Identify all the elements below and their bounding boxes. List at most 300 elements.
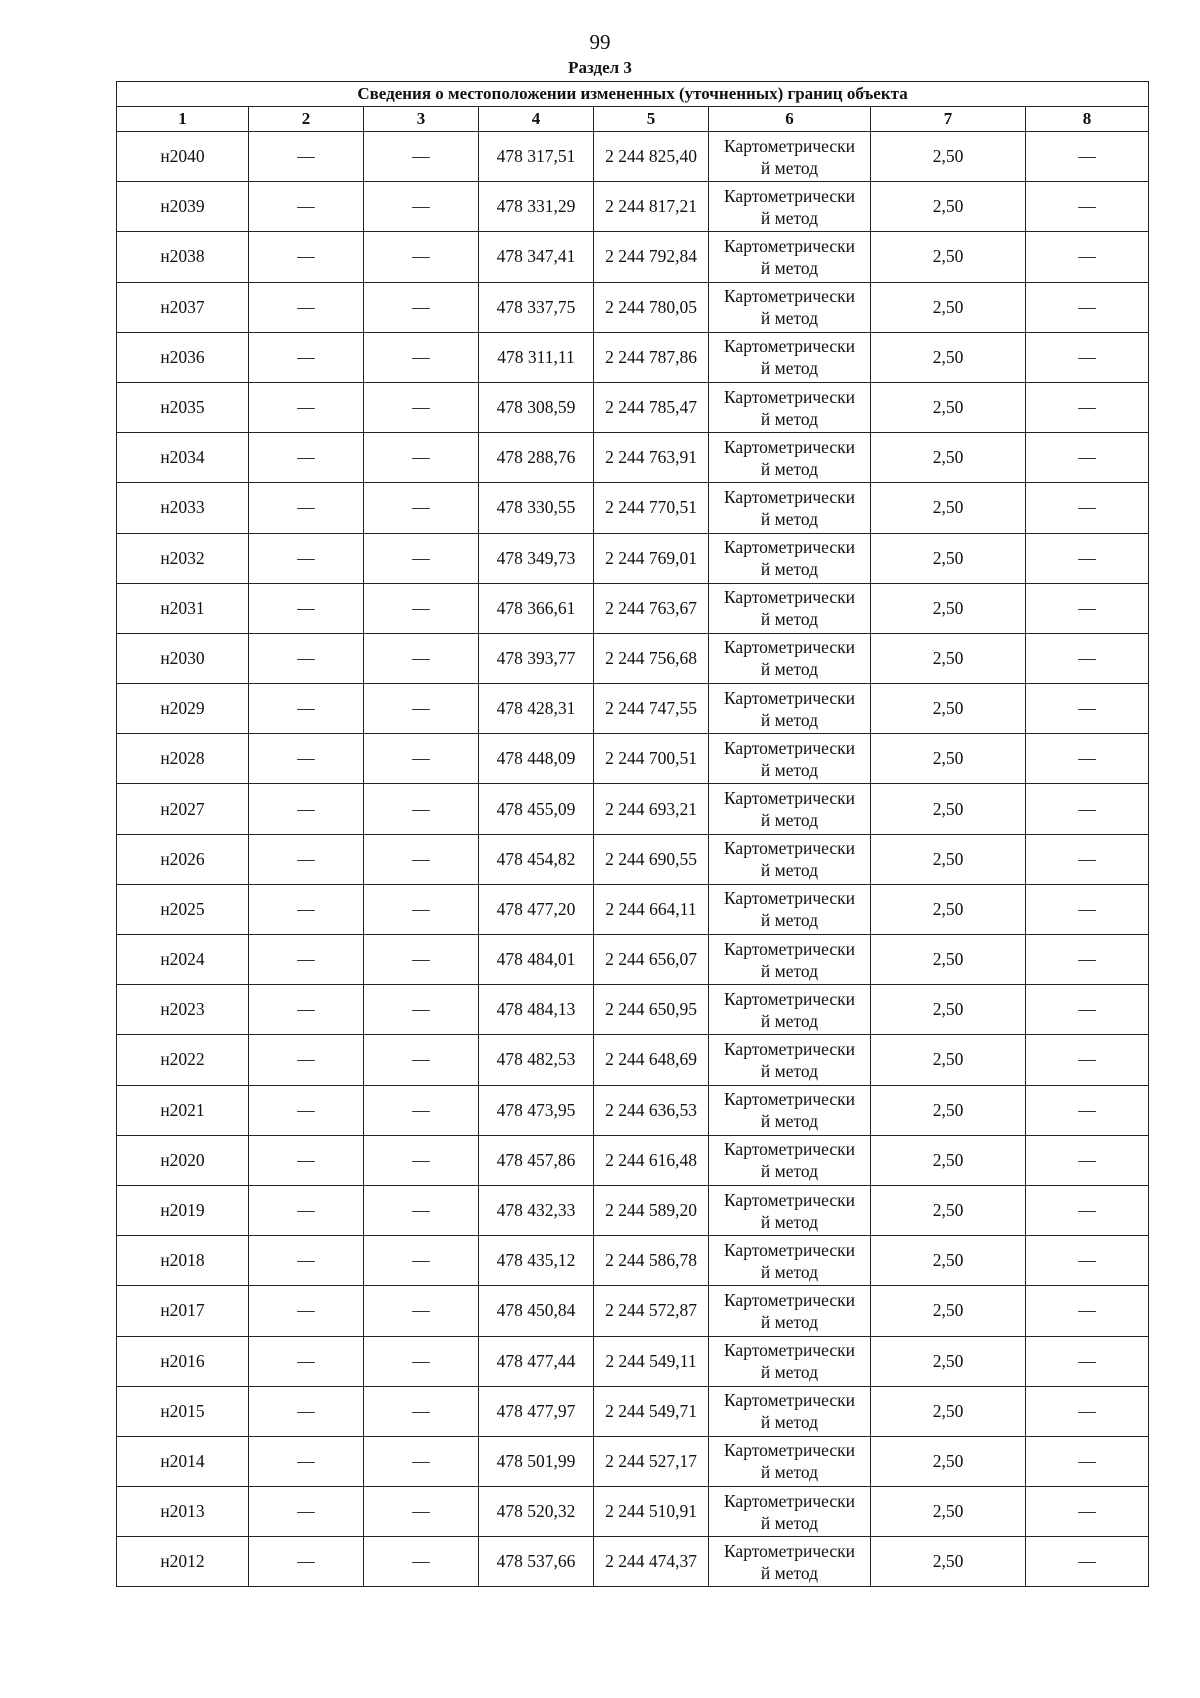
table-caption-row [117,82,1149,107]
method-text-line-1: Картометрически [723,1139,856,1160]
column-2-cell: — [249,282,364,332]
method-text-line-1: Картометрически [723,737,856,758]
point-number-cell: н2025 [117,884,249,934]
method-text-line-2: й метод [760,257,819,278]
column-3-cell: — [364,734,479,784]
y-coordinate-cell: 2 244 747,55 [594,684,709,734]
column-8-cell: — [1026,533,1149,583]
method-cell [709,382,871,432]
method-text-line-1: Картометрически [723,888,856,909]
column-2-cell: — [249,633,364,683]
column-3-cell: — [364,884,479,934]
column-8-cell: — [1026,834,1149,884]
method-text-line-1: Картометрически [723,286,856,307]
column-2-cell: — [249,1487,364,1537]
method-text-line-2: й метод [760,1512,819,1533]
accuracy-cell: 2,50 [871,332,1026,382]
method-cell [709,583,871,633]
accuracy-cell: 2,50 [871,433,1026,483]
point-number-cell: н2028 [117,734,249,784]
y-coordinate-cell: 2 244 656,07 [594,935,709,985]
column-2-cell: — [249,382,364,432]
section-title: Раздел 3 [568,58,632,77]
column-2-cell: — [249,834,364,884]
method-text-line-1: Картометрически [723,1340,856,1361]
column-3-cell: — [364,182,479,232]
x-coordinate-cell: 478 484,01 [479,935,594,985]
table-row [117,132,1149,182]
method-text-line-2: й метод [760,207,819,228]
column-3-cell: — [364,232,479,282]
column-8-cell: — [1026,1487,1149,1537]
column-2-cell: — [249,132,364,182]
accuracy-cell: 2,50 [871,1386,1026,1436]
x-coordinate-cell: 478 432,33 [479,1185,594,1235]
column-8-cell: — [1026,1436,1149,1486]
point-number-cell: н2018 [117,1236,249,1286]
column-2-cell: — [249,232,364,282]
y-coordinate-cell: 2 244 549,11 [594,1336,709,1386]
table-row [117,583,1149,633]
table-row [117,985,1149,1035]
method-text-line-1: Картометрически [723,336,856,357]
column-3-cell: — [364,132,479,182]
table-row [117,1386,1149,1436]
point-number-cell: н2015 [117,1386,249,1436]
column-8-cell: — [1026,884,1149,934]
method-cell [709,1537,871,1587]
method-text-line-2: й метод [760,1362,819,1383]
column-2-cell: — [249,433,364,483]
table-row [117,232,1149,282]
x-coordinate-cell: 478 366,61 [479,583,594,633]
table-row [117,1135,1149,1185]
x-coordinate-cell: 478 473,95 [479,1085,594,1135]
column-3-cell: — [364,483,479,533]
y-coordinate-cell: 2 244 756,68 [594,633,709,683]
y-coordinate-cell: 2 244 572,87 [594,1286,709,1336]
method-text-line-1: Картометрически [723,1089,856,1110]
y-coordinate-cell: 2 244 690,55 [594,834,709,884]
accuracy-cell: 2,50 [871,583,1026,633]
method-cell [709,684,871,734]
point-number-cell: н2022 [117,1035,249,1085]
accuracy-cell: 2,50 [871,784,1026,834]
y-coordinate-cell: 2 244 763,67 [594,583,709,633]
y-coordinate-cell: 2 244 589,20 [594,1185,709,1235]
point-number-cell: н2037 [117,282,249,332]
point-number-cell: н2029 [117,684,249,734]
x-coordinate-cell: 478 337,75 [479,282,594,332]
method-text-line-2: й метод [760,157,819,178]
table-row [117,332,1149,382]
column-8-cell: — [1026,132,1149,182]
method-cell [709,1135,871,1185]
accuracy-cell: 2,50 [871,1236,1026,1286]
column-8-cell: — [1026,1336,1149,1386]
coordinates-table [116,81,1149,1587]
method-text-line-2: й метод [760,1211,819,1232]
method-cell [709,1085,871,1135]
accuracy-cell: 2,50 [871,1487,1026,1537]
method-text-line-1: Картометрически [723,1239,856,1260]
method-text-line-2: й метод [760,458,819,479]
y-coordinate-cell: 2 244 770,51 [594,483,709,533]
y-coordinate-cell: 2 244 527,17 [594,1436,709,1486]
table-row [117,734,1149,784]
table-row [117,633,1149,683]
method-text-line-1: Картометрически [723,1540,856,1561]
y-coordinate-cell: 2 244 817,21 [594,182,709,232]
method-text-line-2: й метод [760,508,819,529]
method-cell [709,1035,871,1085]
point-number-cell: н2014 [117,1436,249,1486]
point-number-cell: н2027 [117,784,249,834]
point-number-cell: н2026 [117,834,249,884]
point-number-cell: н2032 [117,533,249,583]
method-text-line-1: Картометрически [723,838,856,859]
method-text-line-1: Картометрически [723,436,856,457]
point-number-cell: н2019 [117,1185,249,1235]
method-cell [709,985,871,1035]
column-8-cell: — [1026,232,1149,282]
column-3-cell: — [364,1085,479,1135]
table-row [117,1487,1149,1537]
column-2-cell: — [249,884,364,934]
page-number: 99 [589,30,611,54]
method-text-line-2: й метод [760,860,819,881]
method-cell [709,884,871,934]
column-3-cell: — [364,1436,479,1486]
x-coordinate-cell: 478 484,13 [479,985,594,1035]
point-number-cell: н2017 [117,1286,249,1336]
table-row [117,834,1149,884]
column-2-cell: — [249,784,364,834]
column-2-cell: — [249,684,364,734]
point-number-cell: н2024 [117,935,249,985]
method-text-line-2: й метод [760,1311,819,1332]
column-2-cell: — [249,483,364,533]
column-8-cell: — [1026,483,1149,533]
accuracy-cell: 2,50 [871,1286,1026,1336]
method-cell [709,232,871,282]
column-3-cell: — [364,684,479,734]
method-cell [709,1386,871,1436]
method-text-line-2: й метод [760,709,819,730]
column-2-cell: — [249,1336,364,1386]
point-number-cell: н2031 [117,583,249,633]
y-coordinate-cell: 2 244 650,95 [594,985,709,1035]
point-number-cell: н2039 [117,182,249,232]
column-3-cell: — [364,633,479,683]
column-3-cell: — [364,784,479,834]
table-row [117,1286,1149,1336]
method-text-line-1: Картометрически [723,386,856,407]
method-text-line-2: й метод [760,1462,819,1483]
method-text-line-1: Картометрически [723,988,856,1009]
column-8-cell: — [1026,382,1149,432]
point-number-cell: н2035 [117,382,249,432]
accuracy-cell: 2,50 [871,985,1026,1035]
y-coordinate-cell: 2 244 780,05 [594,282,709,332]
method-cell [709,1436,871,1486]
x-coordinate-cell: 478 455,09 [479,784,594,834]
column-3-cell: — [364,1135,479,1185]
method-text-line-1: Картометрически [723,1390,856,1411]
method-text-line-1: Картометрически [723,486,856,507]
table-row [117,1085,1149,1135]
table-row [117,182,1149,232]
x-coordinate-cell: 478 520,32 [479,1487,594,1537]
point-number-cell: н2030 [117,633,249,683]
accuracy-cell: 2,50 [871,1537,1026,1587]
column-2-cell: — [249,182,364,232]
x-coordinate-cell: 478 317,51 [479,132,594,182]
table-row [117,1035,1149,1085]
accuracy-cell: 2,50 [871,1336,1026,1386]
column-number-1: 1 [117,107,249,132]
point-number-cell: н2038 [117,232,249,282]
method-text-line-2: й метод [760,609,819,630]
y-coordinate-cell: 2 244 648,69 [594,1035,709,1085]
method-text-line-1: Картометрически [723,687,856,708]
y-coordinate-cell: 2 244 785,47 [594,382,709,432]
column-8-cell: — [1026,332,1149,382]
x-coordinate-cell: 478 454,82 [479,834,594,884]
method-cell [709,834,871,884]
accuracy-cell: 2,50 [871,884,1026,934]
method-text-line-2: й метод [760,559,819,580]
method-text-line-1: Картометрически [723,587,856,608]
point-number-cell: н2036 [117,332,249,382]
column-8-cell: — [1026,1236,1149,1286]
column-3-cell: — [364,1487,479,1537]
column-3-cell: — [364,1286,479,1336]
accuracy-cell: 2,50 [871,483,1026,533]
method-text-line-1: Картометрически [723,235,856,256]
method-text-line-2: й метод [760,408,819,429]
method-text-line-2: й метод [760,910,819,931]
column-2-cell: — [249,1085,364,1135]
method-text-line-2: й метод [760,1412,819,1433]
y-coordinate-cell: 2 244 825,40 [594,132,709,182]
column-2-cell: — [249,1436,364,1486]
x-coordinate-cell: 478 393,77 [479,633,594,683]
method-text-line-2: й метод [760,358,819,379]
column-8-cell: — [1026,1286,1149,1336]
column-8-cell: — [1026,583,1149,633]
point-number-cell: н2023 [117,985,249,1035]
x-coordinate-cell: 478 448,09 [479,734,594,784]
y-coordinate-cell: 2 244 700,51 [594,734,709,784]
method-text-line-1: Картометрически [723,637,856,658]
method-text-line-2: й метод [760,308,819,329]
method-cell [709,1185,871,1235]
column-8-cell: — [1026,182,1149,232]
accuracy-cell: 2,50 [871,633,1026,683]
y-coordinate-cell: 2 244 474,37 [594,1537,709,1587]
column-8-cell: — [1026,784,1149,834]
table-row [117,433,1149,483]
method-cell [709,784,871,834]
method-text-line-1: Картометрически [723,185,856,206]
column-8-cell: — [1026,1386,1149,1436]
column-8-cell: — [1026,935,1149,985]
column-3-cell: — [364,935,479,985]
column-3-cell: — [364,1236,479,1286]
column-2-cell: — [249,935,364,985]
point-number-cell: н2040 [117,132,249,182]
table-row [117,1236,1149,1286]
column-2-cell: — [249,734,364,784]
x-coordinate-cell: 478 331,29 [479,182,594,232]
x-coordinate-cell: 478 330,55 [479,483,594,533]
column-8-cell: — [1026,1035,1149,1085]
table-row [117,1436,1149,1486]
point-number-cell: н2016 [117,1336,249,1386]
y-coordinate-cell: 2 244 616,48 [594,1135,709,1185]
method-text-line-1: Картометрически [723,1289,856,1310]
column-3-cell: — [364,583,479,633]
y-coordinate-cell: 2 244 586,78 [594,1236,709,1286]
accuracy-cell: 2,50 [871,1035,1026,1085]
accuracy-cell: 2,50 [871,834,1026,884]
column-2-cell: — [249,583,364,633]
method-text-line-2: й метод [760,960,819,981]
column-8-cell: — [1026,1135,1149,1185]
accuracy-cell: 2,50 [871,1436,1026,1486]
column-2-cell: — [249,332,364,382]
method-text-line-2: й метод [760,1060,819,1081]
method-cell [709,132,871,182]
method-cell [709,182,871,232]
column-2-cell: — [249,1236,364,1286]
x-coordinate-cell: 478 450,84 [479,1286,594,1336]
table-row [117,684,1149,734]
x-coordinate-cell: 478 311,11 [479,332,594,382]
column-3-cell: — [364,1537,479,1587]
table-row [117,1336,1149,1386]
column-8-cell: — [1026,684,1149,734]
column-number-8: 8 [1026,107,1149,132]
column-2-cell: — [249,1135,364,1185]
column-2-cell: — [249,985,364,1035]
accuracy-cell: 2,50 [871,282,1026,332]
column-number-5: 5 [594,107,709,132]
column-3-cell: — [364,533,479,583]
method-text-line-2: й метод [760,1111,819,1132]
accuracy-cell: 2,50 [871,182,1026,232]
y-coordinate-cell: 2 244 787,86 [594,332,709,382]
accuracy-cell: 2,50 [871,533,1026,583]
column-3-cell: — [364,1386,479,1436]
accuracy-cell: 2,50 [871,935,1026,985]
table-body [117,132,1149,1587]
column-8-cell: — [1026,734,1149,784]
x-coordinate-cell: 478 477,97 [479,1386,594,1436]
column-2-cell: — [249,1035,364,1085]
accuracy-cell: 2,50 [871,1135,1026,1185]
method-cell [709,734,871,784]
method-text-line-1: Картометрически [723,1189,856,1210]
x-coordinate-cell: 478 435,12 [479,1236,594,1286]
column-8-cell: — [1026,1185,1149,1235]
y-coordinate-cell: 2 244 636,53 [594,1085,709,1135]
method-cell [709,282,871,332]
accuracy-cell: 2,50 [871,132,1026,182]
accuracy-cell: 2,50 [871,734,1026,784]
y-coordinate-cell: 2 244 664,11 [594,884,709,934]
table-row [117,935,1149,985]
accuracy-cell: 2,50 [871,232,1026,282]
method-cell [709,1487,871,1537]
method-text-line-2: й метод [760,810,819,831]
accuracy-cell: 2,50 [871,382,1026,432]
column-3-cell: — [364,332,479,382]
x-coordinate-cell: 478 482,53 [479,1035,594,1085]
y-coordinate-cell: 2 244 693,21 [594,784,709,834]
table-row [117,784,1149,834]
method-text-line-1: Картометрически [723,788,856,809]
column-2-cell: — [249,1386,364,1436]
column-numbers-row [117,107,1149,132]
x-coordinate-cell: 478 428,31 [479,684,594,734]
method-text-line-1: Картометрически [723,135,856,156]
method-cell [709,633,871,683]
method-text-line-1: Картометрически [723,938,856,959]
method-cell [709,1336,871,1386]
table-row [117,382,1149,432]
column-3-cell: — [364,282,479,332]
method-text-line-1: Картометрически [723,1440,856,1461]
method-text-line-2: й метод [760,1261,819,1282]
column-3-cell: — [364,985,479,1035]
table-caption: Сведения о местоположении измененных (уточненных) границ объекта [117,82,1149,107]
column-2-cell: — [249,1185,364,1235]
x-coordinate-cell: 478 477,20 [479,884,594,934]
table-row [117,1537,1149,1587]
column-2-cell: — [249,1537,364,1587]
point-number-cell: н2021 [117,1085,249,1135]
x-coordinate-cell: 478 501,99 [479,1436,594,1486]
x-coordinate-cell: 478 537,66 [479,1537,594,1587]
y-coordinate-cell: 2 244 769,01 [594,533,709,583]
column-2-cell: — [249,533,364,583]
y-coordinate-cell: 2 244 792,84 [594,232,709,282]
x-coordinate-cell: 478 308,59 [479,382,594,432]
column-8-cell: — [1026,282,1149,332]
table-row [117,884,1149,934]
x-coordinate-cell: 478 288,76 [479,433,594,483]
method-text-line-1: Картометрически [723,1038,856,1059]
table-row [117,483,1149,533]
method-cell [709,935,871,985]
table-row [117,533,1149,583]
column-number-4: 4 [479,107,594,132]
column-3-cell: — [364,433,479,483]
point-number-cell: н2033 [117,483,249,533]
accuracy-cell: 2,50 [871,684,1026,734]
method-text-line-1: Картометрически [723,537,856,558]
column-8-cell: — [1026,633,1149,683]
method-text-line-1: Картометрически [723,1490,856,1511]
method-cell [709,332,871,382]
point-number-cell: н2034 [117,433,249,483]
y-coordinate-cell: 2 244 549,71 [594,1386,709,1436]
column-3-cell: — [364,382,479,432]
point-number-cell: н2012 [117,1537,249,1587]
column-8-cell: — [1026,1537,1149,1587]
